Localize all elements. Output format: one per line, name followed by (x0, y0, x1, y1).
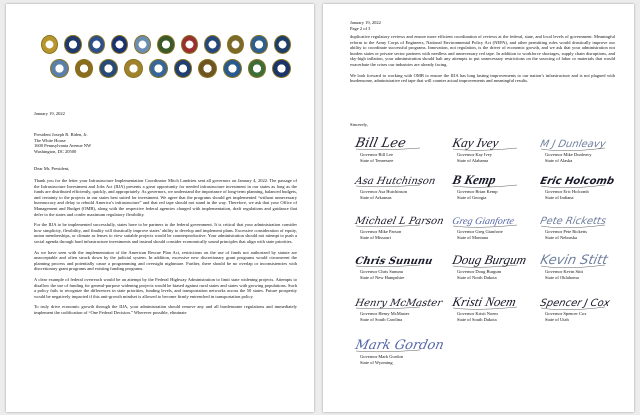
signer-state: State of Nebraska (545, 234, 577, 240)
svg-text:Michael L Parson: Michael L Parson (354, 216, 445, 227)
handwritten-signature-icon (535, 209, 615, 229)
signer-state: State of Georgia (457, 194, 487, 200)
handwritten-signature-icon (535, 169, 615, 189)
svg-text:Kristi Noem: Kristi Noem (451, 294, 518, 309)
governor-signature (535, 132, 625, 163)
address-line: Washington, DC 20500 (34, 148, 77, 154)
state-seal-icon (64, 35, 81, 54)
state-seal-icon (174, 59, 193, 78)
signer-state: State of Oklahoma (545, 274, 579, 280)
signer-name: Governor Doug Burgum (457, 269, 502, 274)
governor-signature (535, 249, 625, 280)
svg-text:Kevin Stitt: Kevin Stitt (538, 253, 609, 268)
signer-name: Governor Greg Gianforte (457, 229, 503, 234)
state-seal-icon (99, 59, 118, 78)
handwritten-signature-icon (447, 132, 527, 152)
governor-signature (350, 169, 440, 200)
svg-text:M J Dunleavy: M J Dunleavy (539, 139, 607, 150)
state-seal-icon (149, 59, 168, 78)
recipient-address (34, 132, 154, 154)
signer-state: State of Alabama (457, 157, 488, 163)
state-seal-icon (111, 35, 128, 54)
state-seal-icon (204, 35, 221, 54)
signer-state: State of New Hampshire (360, 274, 405, 280)
signer-name: Governor Kevin Stitt (545, 269, 583, 274)
handwritten-signature-icon (535, 249, 615, 269)
state-seal-icon (198, 59, 217, 78)
paragraph: We look forward to working with OMB to ensure the IIJA has long lasting improvements to our nation’s infrastructure and is not plagued with burdensome, administrative red tape that will counter actual improvements and meaningful results. (350, 72, 615, 84)
header-date: January 19, 2022 (350, 20, 381, 25)
state-seal-icon (248, 59, 267, 78)
signer-state: State of Wyoming (360, 359, 393, 365)
address-line: The White House (34, 137, 66, 143)
signer-name: Governor Mark Gordon (360, 354, 403, 359)
governor-signature (447, 249, 537, 280)
state-seal-icon (272, 59, 291, 78)
letter-body (34, 178, 297, 320)
signer-name: Governor Kay Ivey (457, 152, 492, 157)
governor-signature (350, 249, 440, 280)
governor-signature (350, 132, 440, 163)
governor-signature (447, 132, 537, 163)
page-header (350, 20, 381, 31)
state-seal-icon (274, 35, 291, 54)
signer-name: Governor Bill Lee (360, 152, 393, 157)
paragraph: For the IIJA to be implemented successfully, states have to be partners to the federal government. It is critical that your administration consider how simplicity, flexibility, and finality will drastically improve states’ ability to develop and implement plans. Excessive consideration of equity, union memberships, or climate as lenses to view suitable projects would be counterproductive. Your administration should not attempt to push a social agenda through hard infrastructure investments and instead should consider economically sound principles that align with state priorities. (34, 222, 297, 244)
signer-state: State of Montana (457, 234, 488, 240)
state-seal-icon (88, 35, 105, 54)
handwritten-signature-icon (447, 291, 527, 311)
paragraph: Thank you for the letter your Infrastructure Implementation Coordinator Mitch Landrieu sent all governors on January 4, 2022. The passage of the Infrastructure Investment and Jobs Act (IIJA) presents a great opportunity for needed infrastructure investment in our states as long as the funds are distributed efficiently, quickly, and appropriately. As governors, we understand the importance of long-term planning, balanced budgets, and certainty to the projects in our states best suited for investment. We agree that the programs should get implemented “without unnecessary bureaucracy and delay to rebuild America’s infrastructure” and that red tape should not stand in the way. Therefore, we ask that your Office of Management and Budget (OMB), along with the respective federal agencies charged with implementation, draft regulations and guidance that defer to the states and confer maximum regulatory flexibility. (34, 178, 297, 217)
svg-text:Henry McMaster: Henry McMaster (354, 298, 444, 309)
governor-signature (535, 209, 625, 240)
handwritten-signature-icon (535, 291, 615, 311)
governor-signature (350, 209, 445, 240)
governor-signature (350, 291, 444, 322)
signer-name: Governor Chris Sununu (360, 269, 403, 274)
governor-signature (447, 169, 537, 200)
handwritten-signature-icon (350, 334, 446, 354)
signer-name: Governor Asa Hutchinson (360, 189, 407, 194)
signer-name: Governor Kristi Noem (457, 311, 498, 316)
signer-name: Governor Henry McMaster (360, 311, 410, 316)
handwritten-signature-icon (447, 209, 527, 229)
handwritten-signature-icon (535, 132, 615, 152)
signer-state: State of South Dakota (457, 316, 497, 322)
signer-name: Governor Brian Kemp (457, 189, 498, 194)
signer-name: Governor Eric Holcomb (545, 189, 589, 194)
signer-state: State of South Carolina (360, 316, 403, 322)
svg-text:B Kemp: B Kemp (451, 172, 498, 187)
closing: Sincerely, (350, 122, 368, 127)
handwritten-signature-icon (350, 249, 434, 269)
handwritten-signature-icon (350, 132, 430, 152)
signer-state: State of Alaska (545, 157, 573, 163)
signer-state: State of Arkansas (360, 194, 392, 200)
salutation: Dear Mr. President, (34, 166, 70, 171)
address-line: 1600 Pennsylvania Avenue NW (34, 143, 92, 149)
state-seal-icon (223, 59, 242, 78)
governor-signature (535, 291, 625, 322)
signer-name: Governor Mike Dunleavy (545, 152, 592, 157)
signer-state: State of North Dakota (457, 274, 497, 280)
letter-page-1 (6, 4, 314, 412)
state-seal-icon (250, 35, 267, 54)
governor-signature (447, 291, 537, 322)
svg-text:Greg Gianforte: Greg Gianforte (451, 216, 516, 227)
address-line: President Joseph R. Biden, Jr. (34, 132, 88, 137)
governor-signature (447, 209, 537, 240)
paragraph: To truly drive economic growth through the IIJA, your administration should remove any and all burdensome regulations and immediately implement the codification of “One Federal Decision.” Wherever possible, eliminate (34, 304, 297, 315)
state-seal-icon (134, 35, 151, 54)
state-seal-icon (227, 35, 244, 54)
signer-name: Governor Mike Parson (360, 229, 402, 234)
paragraph: duplicative regulatory reviews and ensure more efficient coordination of reviews at the federal, state, and local levels of government. Meaningful reform to the Army Corps of Engineers, National Environmental Policy Act (NEPA), and other permitting rules would drastically improve our ability to coordinate successful programs. Innovation, not regulation, is the driver of economic growth, and we ask that your administration not burden states or private sector partners with needless and unnecessary red tape. In addition to workforce shortages, supply chain disruptions, and sky-high inflation, your administration should halt any attempts to put unnecessary restrictions on the sourcing of labor or materials that would exacerbate the crises our industries are already facing. (350, 34, 615, 67)
handwritten-signature-icon (350, 209, 445, 229)
state-seal-icon (157, 35, 174, 54)
handwritten-signature-icon (350, 169, 437, 189)
svg-text:Mark Gordon: Mark Gordon (353, 338, 446, 353)
signer-state: State of Utah (545, 316, 569, 322)
signer-state: State of Tennessee (360, 157, 394, 163)
handwritten-signature-icon (447, 169, 527, 189)
svg-text:Kay Ivey: Kay Ivey (451, 135, 501, 150)
governor-signature (535, 169, 625, 200)
svg-text:Spencer J Cox: Spencer J Cox (539, 298, 611, 309)
svg-text:Bill Lee: Bill Lee (353, 136, 408, 151)
handwritten-signature-icon (350, 291, 444, 311)
paragraph: A clear example of federal overreach would be an attempt by the Federal Highway Administration to limit state widening projects. Attempts to disallow the use of funding for general-purpose widening projects would be biased against rural states and states with growing populations. Such a policy fails to recognize the differences in state priorities, funding levels, and transportation networks across the 50 states. Future prosperity would be negatively impacted if this anti-growth mindset is allowed to become firmly entrenched in transportation policy. (34, 276, 297, 299)
state-seal-icon (124, 59, 143, 78)
svg-text:Chris Sununu: Chris Sununu (354, 256, 434, 267)
state-seal-icon (75, 59, 94, 78)
signer-name: Governor Pete Ricketts (545, 229, 587, 234)
svg-text:Doug Burgum: Doug Burgum (451, 252, 528, 267)
svg-text:Eric Holcomb: Eric Holcomb (539, 176, 616, 187)
svg-text:Pete Ricketts: Pete Ricketts (539, 216, 608, 227)
seal-row (41, 35, 291, 54)
signer-name: Governor Spencer Cox (545, 311, 587, 316)
state-seal-icon (181, 35, 198, 54)
signer-state: State of Indiana (545, 194, 574, 200)
seal-row (50, 59, 291, 78)
letter-date: January 19, 2022 (34, 111, 65, 116)
letter-body (350, 34, 615, 89)
signer-state: State of Missouri (360, 234, 391, 240)
svg-text:Asa Hutchinson: Asa Hutchinson (354, 176, 437, 187)
state-seal-icon (50, 59, 69, 78)
handwritten-signature-icon (447, 249, 527, 269)
governor-seals (41, 35, 291, 83)
page-number: Page 2 of 3 (350, 25, 371, 31)
governor-signature (350, 334, 446, 365)
state-seal-icon (41, 35, 58, 54)
paragraph: As we have seen with the implementation of the American Rescue Plan Act, restrictions on the use of funds not authorized by statute are unacceptable and often struck down by the judicial system. In addition, excessive new discretionary grant programs would circumvent the planning process and potentially cause a programming and oversight nightmare. Further, there should be no overlap or inconsistencies with discretionary grant programs and existing funding programs. (34, 249, 297, 272)
letter-page-2 (323, 4, 634, 412)
